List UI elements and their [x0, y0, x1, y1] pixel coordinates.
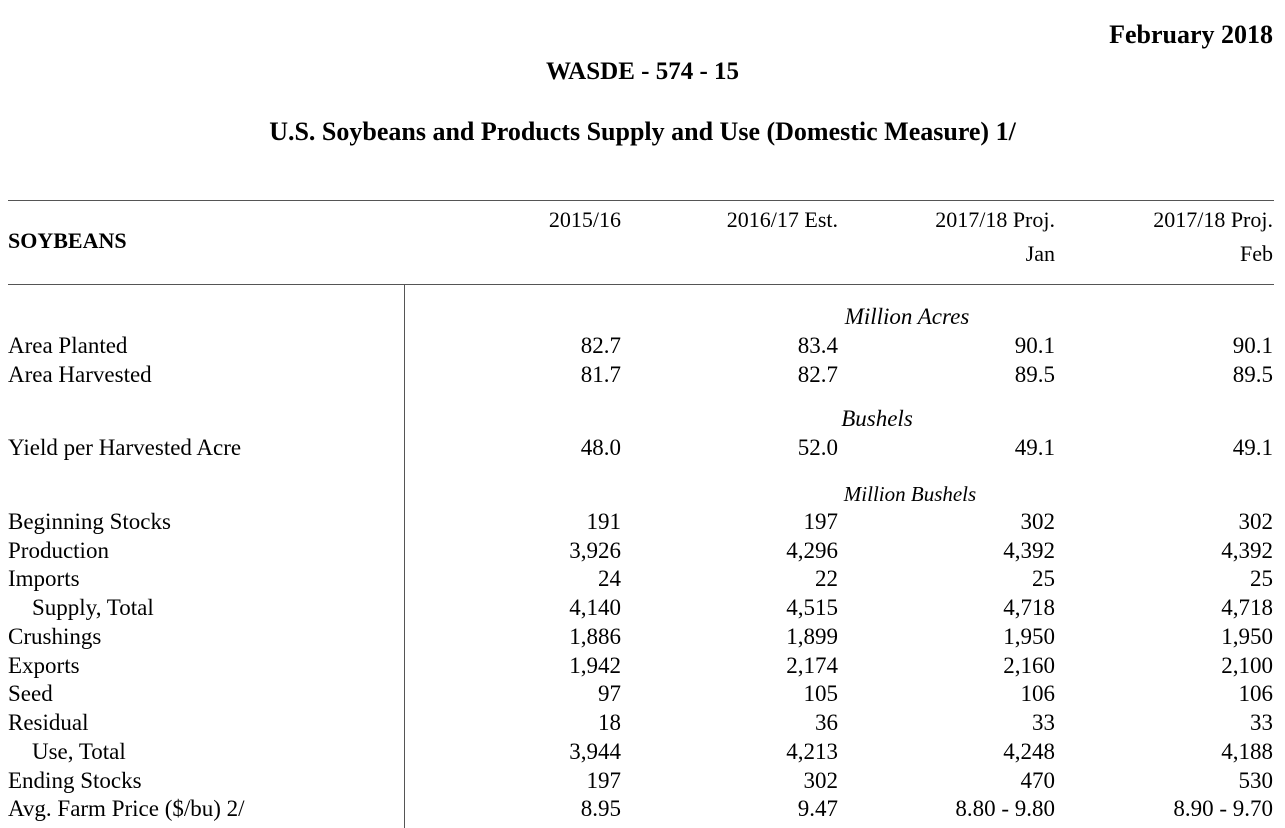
- cell-value: 25: [1250, 566, 1273, 591]
- table-row: [0, 710, 1285, 739]
- cell-value: 105: [803, 681, 838, 706]
- row-label: Supply, Total: [32, 595, 154, 620]
- cell-value: 106: [1238, 681, 1273, 706]
- table-row: [0, 566, 1285, 595]
- cell-value: 191: [586, 509, 621, 534]
- cell-value: 1,950: [1003, 624, 1055, 649]
- row-label: Crushings: [8, 624, 102, 649]
- cell-value: 197: [586, 768, 621, 793]
- cell-value: 197: [803, 509, 838, 534]
- column-subheader: Feb: [1240, 241, 1273, 266]
- cell-value: 302: [1238, 509, 1273, 534]
- cell-value: 24: [598, 566, 621, 591]
- cell-value: 25: [1032, 566, 1055, 591]
- column-subheader: Jan: [1025, 241, 1055, 266]
- row-label: Yield per Harvested Acre: [8, 435, 242, 460]
- cell-value: 3,944: [569, 739, 621, 764]
- table-row: [0, 538, 1285, 567]
- table-row: [0, 333, 1285, 362]
- cell-value: 4,718: [1003, 595, 1055, 620]
- cell-value: 36: [815, 710, 838, 735]
- section-heading: SOYBEANS: [8, 228, 127, 253]
- cell-value: 470: [1020, 768, 1055, 793]
- cell-value: 1,950: [1221, 624, 1273, 649]
- table-row: [0, 509, 1285, 538]
- cell-value: 33: [1250, 710, 1273, 735]
- cell-value: 2,160: [1003, 653, 1055, 678]
- cell-value: 90.1: [1232, 333, 1273, 358]
- table-row: [0, 435, 1285, 464]
- table-row: [0, 624, 1285, 653]
- cell-value: 4,140: [569, 595, 621, 620]
- cell-value: 89.5: [1014, 362, 1055, 387]
- unit-label-acres: Million Acres: [844, 304, 970, 329]
- table-row: [0, 796, 1285, 825]
- cell-value: 82.7: [797, 362, 838, 387]
- cell-value: 4,515: [786, 595, 838, 620]
- cell-value: 97: [598, 681, 621, 706]
- cell-value: 9.47: [797, 796, 838, 821]
- row-label: Imports: [8, 566, 80, 591]
- cell-value: 4,392: [1003, 538, 1055, 563]
- row-label: Residual: [8, 710, 89, 735]
- cell-value: 8.95: [580, 796, 621, 821]
- cell-value: 89.5: [1232, 362, 1273, 387]
- table-row: [0, 768, 1285, 797]
- cell-value: 83.4: [797, 333, 838, 358]
- table-row: [0, 595, 1285, 624]
- row-label: Production: [8, 538, 109, 563]
- header-rule: [8, 284, 1274, 285]
- cell-value: 4,392: [1221, 538, 1273, 563]
- cell-value: 3,926: [569, 538, 621, 563]
- cell-value: 49.1: [1014, 435, 1055, 460]
- column-header: 2016/17 Est.: [726, 207, 838, 232]
- top-rule: [8, 200, 1274, 201]
- row-label: Area Planted: [8, 333, 128, 358]
- table-row: [0, 739, 1285, 768]
- cell-value: 81.7: [580, 362, 621, 387]
- cell-value: 4,213: [786, 739, 838, 764]
- cell-value: 8.80 - 9.80: [955, 796, 1055, 821]
- row-label: Ending Stocks: [8, 768, 142, 793]
- cell-value: 302: [1020, 509, 1055, 534]
- report-date: February 2018: [1109, 20, 1273, 49]
- cell-value: 22: [815, 566, 838, 591]
- row-label: Beginning Stocks: [8, 509, 171, 534]
- cell-value: 4,296: [786, 538, 838, 563]
- column-header: 2017/18 Proj.: [935, 207, 1055, 232]
- cell-value: 2,174: [786, 653, 838, 678]
- cell-value: 4,718: [1221, 595, 1273, 620]
- cell-value: 48.0: [580, 435, 621, 460]
- row-label: Exports: [8, 653, 80, 678]
- cell-value: 8.90 - 9.70: [1173, 796, 1273, 821]
- row-label: Seed: [8, 681, 53, 706]
- cell-value: 1,899: [786, 624, 838, 649]
- row-label: Avg. Farm Price ($/bu) 2/: [8, 796, 245, 821]
- report-id: WASDE - 574 - 15: [545, 58, 740, 85]
- table-title: U.S. Soybeans and Products Supply and Use (Domestic Measure) 1/: [269, 117, 1016, 146]
- cell-value: 52.0: [797, 435, 838, 460]
- unit-label-bushels: Bushels: [841, 406, 913, 431]
- cell-value: 49.1: [1232, 435, 1273, 460]
- cell-value: 1,886: [569, 624, 621, 649]
- cell-value: 4,248: [1003, 739, 1055, 764]
- cell-value: 90.1: [1014, 333, 1055, 358]
- cell-value: 530: [1238, 768, 1273, 793]
- table-row: [0, 681, 1285, 710]
- cell-value: 2,100: [1221, 653, 1273, 678]
- cell-value: 302: [803, 768, 838, 793]
- cell-value: 106: [1020, 681, 1055, 706]
- cell-value: 4,188: [1221, 739, 1273, 764]
- column-header: 2015/16: [548, 207, 621, 232]
- row-label: Area Harvested: [8, 362, 152, 387]
- cell-value: 18: [598, 710, 621, 735]
- table-row: [0, 362, 1285, 391]
- cell-value: 82.7: [580, 333, 621, 358]
- table-row: [0, 653, 1285, 682]
- cell-value: 33: [1032, 710, 1055, 735]
- row-label: Use, Total: [32, 739, 126, 764]
- cell-value: 1,942: [569, 653, 621, 678]
- unit-label-million-bushels: Million Bushels: [843, 482, 977, 506]
- column-header: 2017/18 Proj.: [1153, 207, 1273, 232]
